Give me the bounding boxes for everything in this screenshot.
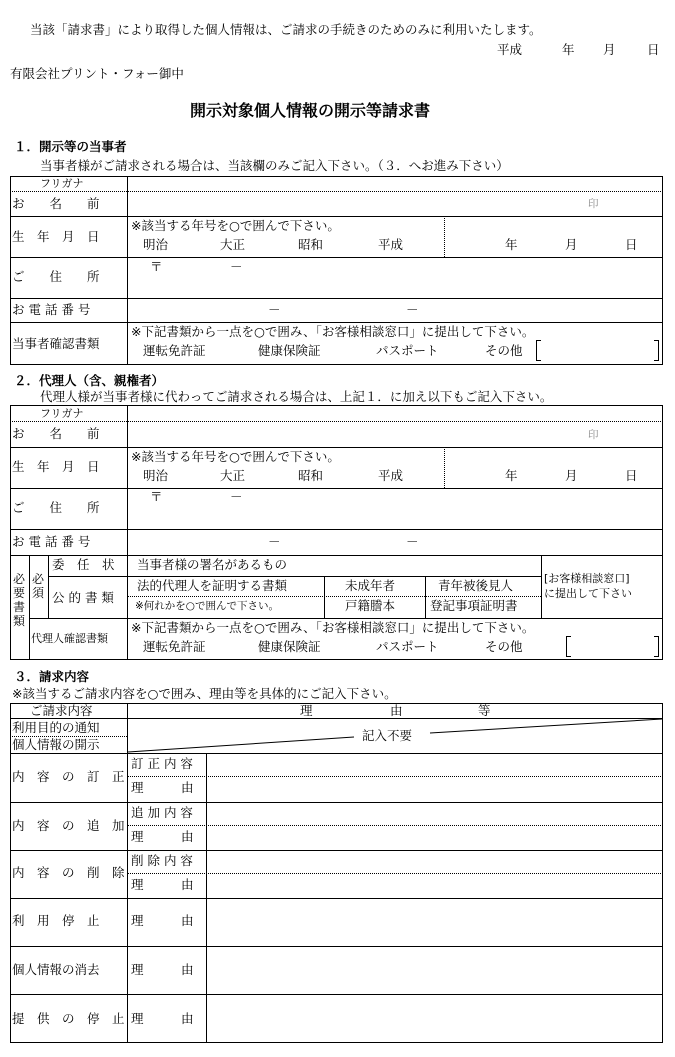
id-doc-note: ※下記書類から一点を○で囲み、「お客様相談窓口」に提出して下さい。 xyxy=(131,324,535,339)
minor-option[interactable]: 未成年者 xyxy=(345,578,396,593)
section1-note: 当事者様がご請求される場合は、当該欄のみご記入下さい。（３．へお進み下さい） xyxy=(40,158,509,173)
phone-dash-2: － xyxy=(406,302,419,317)
date-era: 平成 xyxy=(497,42,523,57)
agent-furigana-label: フリガナ xyxy=(40,407,84,420)
agent-phone-dash-2: － xyxy=(406,534,419,549)
stop-provide-reason-input[interactable] xyxy=(208,996,662,1042)
addition-detail-input[interactable] xyxy=(208,804,662,824)
stop-use-option[interactable]: 利 用 停 止 xyxy=(12,913,100,928)
id-drivers-license[interactable]: 運転免許証 xyxy=(143,343,206,358)
correction-detail-label: 訂 正 内 容 xyxy=(131,756,193,771)
seal-mark: 印 xyxy=(588,198,599,210)
agent-dob-label: 生 年 月 日 xyxy=(12,459,100,474)
col-request-header: ご請求内容 xyxy=(30,703,93,718)
phone-label: お 電 話 番 号 xyxy=(12,302,91,317)
deletion-detail-input[interactable] xyxy=(208,852,662,872)
proxy-value: 当事者様の署名があるもの xyxy=(137,557,288,572)
col-reason-2: 由 xyxy=(390,703,403,718)
addition-option[interactable]: 内 容 の 追 加 xyxy=(12,818,125,833)
deletion-option[interactable]: 内 容 の 削 除 xyxy=(12,865,125,880)
dob-month: 月 xyxy=(565,237,578,252)
date-month: 月 xyxy=(603,42,616,57)
agent-dob-month: 月 xyxy=(565,468,578,483)
era-showa[interactable]: 昭和 xyxy=(298,237,324,252)
era-note: ※該当する年号を○で囲んで下さい。 xyxy=(131,218,340,233)
stop-provide-option[interactable]: 提 供 の 停 止 xyxy=(12,1011,125,1026)
stop-use-reason-input[interactable] xyxy=(208,900,662,945)
dob-day: 日 xyxy=(625,237,638,252)
agent-phone-dash-1: － xyxy=(268,534,281,549)
era-meiji[interactable]: 明治 xyxy=(143,237,169,252)
section3-note: ※該当するご請求内容を○で囲み、理由等を具体的にご記入下さい。 xyxy=(12,686,397,701)
date-year: 年 xyxy=(562,42,575,57)
agent-name-label: お 名 前 xyxy=(12,426,100,441)
agent-seal-mark: 印 xyxy=(588,429,599,441)
dob-label: 生 年 月 日 xyxy=(12,229,100,244)
agent-era-note: ※該当する年号を○で囲んで下さい。 xyxy=(131,449,340,464)
addition-reason-label: 理 由 xyxy=(131,829,194,844)
page-title: 開示対象個人情報の開示等請求書 xyxy=(190,101,431,120)
furigana-label: フリガナ xyxy=(40,177,84,190)
agent-era-taisho[interactable]: 大正 xyxy=(220,468,246,483)
agent-id-drivers-license[interactable]: 運転免許証 xyxy=(143,639,206,654)
dob-year: 年 xyxy=(505,237,518,252)
id-health-insurance[interactable]: 健康保険証 xyxy=(258,343,321,358)
agent-era-heisei[interactable]: 平成 xyxy=(378,468,404,483)
agent-id-other[interactable]: その他 xyxy=(485,639,523,654)
address-label: ご 住 所 xyxy=(12,269,100,284)
disclosure-option[interactable]: 個人情報の開示 xyxy=(12,737,100,752)
section2-heading: ２．代理人（含、親権者） xyxy=(14,373,165,388)
section2-note: 代理人様が当事者様に代わってご請求される場合は、上記１．に加え以下もご記入下さい。 xyxy=(40,389,553,404)
era-heisei[interactable]: 平成 xyxy=(378,237,404,252)
agent-id-doc-note: ※下記書類から一点を○で囲み、「お客様相談窓口」に提出して下さい。 xyxy=(131,620,535,635)
correction-option[interactable]: 内 容 の 訂 正 xyxy=(12,769,125,784)
circle-note: ※何れかを○で囲んで下さい。 xyxy=(135,600,279,612)
privacy-notice: 当該「請求書」により取得した個人情報は、ご請求の手続きのためのみに利用いたします。 xyxy=(30,22,542,37)
postal-dash: － xyxy=(230,259,243,274)
erase-reason-input[interactable] xyxy=(208,948,662,993)
col-reason-1: 理 xyxy=(300,703,313,718)
agent-address-label: ご 住 所 xyxy=(12,500,100,515)
proxy-label: 委 任 状 xyxy=(52,557,115,572)
stop-provide-reason-label: 理 由 xyxy=(131,1011,194,1026)
id-other[interactable]: その他 xyxy=(485,343,523,358)
official-doc-label: 公 的 書 類 xyxy=(52,590,114,605)
correction-reason-label: 理 由 xyxy=(131,780,194,795)
agent-id-passport[interactable]: パスポート xyxy=(376,639,439,654)
name-label: お 名 前 xyxy=(12,196,100,211)
stop-use-reason-label: 理 由 xyxy=(131,913,194,928)
ward-option[interactable]: 青年被後見人 xyxy=(438,578,514,593)
addition-reason-input[interactable] xyxy=(208,827,662,849)
agent-id-health-insurance[interactable]: 健康保険証 xyxy=(258,639,321,654)
family-register-option[interactable]: 戸籍謄本 xyxy=(345,598,396,613)
submit-window-label: [お客様相談窓口] xyxy=(544,572,630,585)
section3-heading: ３．請求内容 xyxy=(14,669,90,684)
addition-detail-label: 追 加 内 容 xyxy=(131,805,193,820)
erase-reason-label: 理 由 xyxy=(131,962,194,977)
erase-option[interactable]: 個人情報の消去 xyxy=(12,962,100,977)
section1-heading: １．開示等の当事者 xyxy=(14,139,127,154)
not-required-label: 記入不要 xyxy=(362,728,413,743)
agent-dob-day: 日 xyxy=(625,468,638,483)
agent-era-showa[interactable]: 昭和 xyxy=(298,468,324,483)
agent-phone-label: お 電 話 番 号 xyxy=(12,534,91,549)
agent-dob-year: 年 xyxy=(505,468,518,483)
agent-id-doc-label: 代理人確認書類 xyxy=(31,632,108,645)
phone-dash-1: － xyxy=(268,302,281,317)
deletion-reason-label: 理 由 xyxy=(131,877,194,892)
agent-postal-mark: 〒 xyxy=(150,489,163,504)
postal-mark: 〒 xyxy=(150,259,163,274)
purpose-notice-option[interactable]: 利用目的の通知 xyxy=(12,720,100,735)
deletion-detail-label: 削 除 内 容 xyxy=(131,853,193,868)
mandatory-label: 必須 xyxy=(31,572,44,600)
agent-postal-dash: － xyxy=(230,489,243,504)
legal-proof-label: 法的代理人を証明する書類 xyxy=(137,578,288,593)
deletion-reason-input[interactable] xyxy=(208,875,662,897)
id-passport[interactable]: パスポート xyxy=(376,343,439,358)
id-doc-label: 当事者確認書類 xyxy=(12,336,100,351)
col-reason-3: 等 xyxy=(478,703,491,718)
correction-detail-input[interactable] xyxy=(208,755,662,775)
era-taisho[interactable]: 大正 xyxy=(220,237,246,252)
addressee: 有限会社プリント・フォー御中 xyxy=(10,66,184,81)
date-day: 日 xyxy=(647,42,660,57)
required-docs-label: 必要書類 xyxy=(12,572,25,628)
correction-reason-input[interactable] xyxy=(208,778,662,801)
registry-cert-option[interactable]: 登記事項証明書 xyxy=(430,598,518,613)
agent-era-meiji[interactable]: 明治 xyxy=(143,468,169,483)
submit-window-note: に提出して下さい xyxy=(544,587,632,600)
